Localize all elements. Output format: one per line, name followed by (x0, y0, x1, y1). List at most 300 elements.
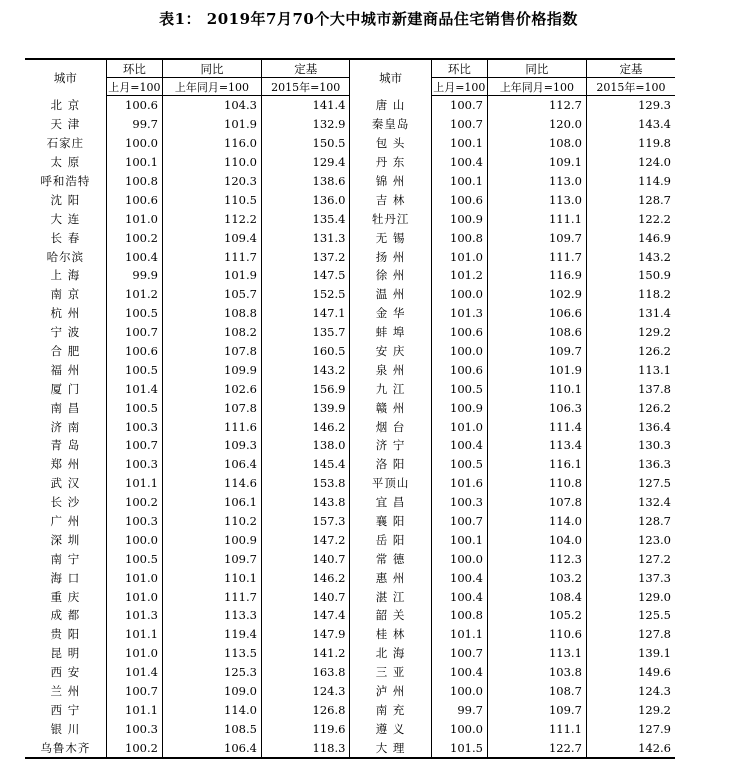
yoy-value: 109.1 (487, 153, 586, 172)
fixed-base-value: 136.3 (586, 455, 675, 474)
fixed-base-value: 137.3 (586, 568, 675, 587)
table-row (25, 134, 675, 153)
fixed-base-value: 146.2 (261, 568, 350, 587)
city-name: 大 理 (350, 738, 431, 758)
table-row (25, 379, 675, 398)
table-row (25, 360, 675, 379)
mom-value: 100.6 (106, 190, 162, 209)
fixed-base-value: 140.7 (261, 587, 350, 606)
mom-value: 100.1 (431, 172, 487, 191)
city-name: 温 州 (350, 285, 431, 304)
fixed-base-value: 126.2 (586, 398, 675, 417)
city-name: 福 州 (50, 362, 81, 377)
city-name: 吉 林 (350, 190, 431, 209)
table-row (25, 96, 675, 115)
mom-value: 100.5 (431, 379, 487, 398)
yoy-value: 111.6 (162, 417, 261, 436)
city-name: 岳 阳 (350, 530, 431, 549)
yoy-value: 111.7 (487, 247, 586, 266)
mom-value: 100.0 (431, 549, 487, 568)
header-fixed: 定基 (586, 59, 675, 78)
table-row (25, 663, 675, 682)
table-row (25, 172, 675, 191)
fixed-base-value: 124.0 (586, 153, 675, 172)
mom-value: 101.4 (106, 379, 162, 398)
fixed-base-value: 119.6 (261, 719, 350, 738)
yoy-value: 113.1 (487, 644, 586, 663)
mom-value: 101.5 (431, 738, 487, 758)
city-name: 广 州 (50, 514, 81, 529)
yoy-value: 114.0 (162, 701, 261, 720)
header-mom-sub: 上月=100 (431, 78, 487, 96)
table-row (25, 682, 675, 701)
city-name: 长 春 (50, 230, 81, 245)
city-name: 合 肥 (50, 344, 81, 359)
fixed-base-value: 129.4 (261, 153, 350, 172)
yoy-value: 107.8 (487, 493, 586, 512)
header-mom: 环比 (106, 59, 162, 78)
fixed-base-value: 132.4 (586, 493, 675, 512)
mom-value: 101.3 (106, 606, 162, 625)
mom-value: 100.1 (106, 153, 162, 172)
fixed-base-value: 163.8 (261, 663, 350, 682)
header-fixed-sub: 2015年=100 (586, 78, 675, 96)
mom-value: 100.5 (106, 304, 162, 323)
fixed-base-value: 126.2 (586, 342, 675, 361)
fixed-base-value: 127.5 (586, 474, 675, 493)
mom-value: 100.4 (106, 247, 162, 266)
city-name: 安 庆 (350, 342, 431, 361)
price-index-table (25, 58, 675, 759)
table-row (25, 644, 675, 663)
city-name: 桂 林 (350, 625, 431, 644)
yoy-value: 102.9 (487, 285, 586, 304)
table-row (25, 493, 675, 512)
mom-value: 100.5 (106, 549, 162, 568)
fixed-base-value: 150.9 (586, 266, 675, 285)
yoy-value: 109.0 (162, 682, 261, 701)
city-name: 惠 州 (350, 568, 431, 587)
table-row (25, 190, 675, 209)
city-name: 乌鲁木齐 (25, 738, 106, 758)
city-name: 无 锡 (350, 228, 431, 247)
fixed-base-value: 139.9 (261, 398, 350, 417)
yoy-value: 106.1 (162, 493, 261, 512)
mom-value: 100.4 (431, 153, 487, 172)
yoy-value: 109.7 (487, 701, 586, 720)
mom-value: 100.3 (106, 417, 162, 436)
mom-value: 100.0 (431, 719, 487, 738)
table-row (25, 266, 675, 285)
city-name: 锦 州 (350, 172, 431, 191)
city-name: 赣 州 (350, 398, 431, 417)
yoy-value: 109.7 (487, 342, 586, 361)
city-name: 常 德 (350, 549, 431, 568)
table-row (25, 587, 675, 606)
fixed-base-value: 118.3 (261, 738, 350, 758)
yoy-value: 105.2 (487, 606, 586, 625)
city-name: 呼和浩特 (40, 174, 91, 188)
header-yoy: 同比 (487, 59, 586, 78)
city-name: 蚌 埠 (350, 323, 431, 342)
yoy-value: 101.9 (162, 266, 261, 285)
fixed-base-value: 131.3 (261, 228, 350, 247)
table-row (25, 512, 675, 531)
fixed-base-value: 157.3 (261, 512, 350, 531)
fixed-base-value: 132.9 (261, 115, 350, 134)
fixed-base-value: 136.0 (261, 190, 350, 209)
mom-value: 100.0 (431, 682, 487, 701)
mom-value: 100.7 (431, 115, 487, 134)
table-row (25, 209, 675, 228)
mom-value: 101.0 (106, 644, 162, 663)
mom-value: 100.5 (106, 398, 162, 417)
yoy-value: 111.1 (487, 719, 586, 738)
mom-value: 100.0 (431, 285, 487, 304)
yoy-value: 116.0 (162, 134, 261, 153)
yoy-value: 106.4 (162, 455, 261, 474)
fixed-base-value: 137.2 (261, 247, 350, 266)
fixed-base-value: 141.2 (261, 644, 350, 663)
header-city: 城市 (25, 59, 106, 96)
city-name: 武 汉 (50, 476, 81, 491)
mom-value: 100.0 (106, 134, 162, 153)
city-name: 包 头 (350, 134, 431, 153)
mom-value: 100.3 (431, 493, 487, 512)
city-name: 烟 台 (350, 417, 431, 436)
yoy-value: 100.9 (162, 530, 261, 549)
fixed-base-value: 123.0 (586, 530, 675, 549)
mom-value: 100.5 (106, 360, 162, 379)
yoy-value: 109.7 (487, 228, 586, 247)
mom-value: 101.0 (431, 247, 487, 266)
yoy-value: 105.7 (162, 285, 261, 304)
mom-value: 101.1 (431, 625, 487, 644)
yoy-value: 122.7 (487, 738, 586, 758)
fixed-base-value: 128.7 (586, 512, 675, 531)
city-name: 南 昌 (50, 400, 81, 415)
yoy-value: 108.6 (487, 323, 586, 342)
fixed-base-value: 135.4 (261, 209, 350, 228)
yoy-value: 104.3 (162, 96, 261, 115)
table-row (25, 530, 675, 549)
yoy-value: 112.2 (162, 209, 261, 228)
mom-value: 99.7 (106, 115, 162, 134)
mom-value: 101.1 (106, 474, 162, 493)
mom-value: 100.8 (106, 172, 162, 191)
fixed-base-value: 160.5 (261, 342, 350, 361)
table-row (25, 342, 675, 361)
city-name: 重 庆 (50, 589, 81, 604)
city-name: 石家庄 (46, 136, 85, 151)
table-row (25, 398, 675, 417)
fixed-base-value: 147.5 (261, 266, 350, 285)
yoy-value: 109.3 (162, 436, 261, 455)
city-name: 郑 州 (50, 457, 81, 472)
fixed-base-value: 125.5 (586, 606, 675, 625)
yoy-value: 109.9 (162, 360, 261, 379)
yoy-value: 106.6 (487, 304, 586, 323)
table-row (25, 153, 675, 172)
yoy-value: 120.0 (487, 115, 586, 134)
mom-value: 101.1 (106, 701, 162, 720)
yoy-value: 109.7 (162, 549, 261, 568)
city-name: 南 充 (350, 701, 431, 720)
yoy-value: 108.2 (162, 323, 261, 342)
mom-value: 101.0 (106, 568, 162, 587)
fixed-base-value: 128.7 (586, 190, 675, 209)
city-name: 济 宁 (350, 436, 431, 455)
city-name: 韶 关 (350, 606, 431, 625)
mom-value: 100.7 (431, 644, 487, 663)
header-fixed: 定基 (261, 59, 350, 78)
fixed-base-value: 127.9 (586, 719, 675, 738)
city-name: 南 京 (50, 287, 81, 302)
yoy-value: 110.6 (487, 625, 586, 644)
fixed-base-value: 127.2 (586, 549, 675, 568)
city-name: 西 宁 (50, 702, 81, 717)
city-name: 平顶山 (350, 474, 431, 493)
fixed-base-value: 129.0 (586, 587, 675, 606)
city-name: 丹 东 (350, 153, 431, 172)
header-mom: 环比 (431, 59, 487, 78)
mom-value: 100.0 (431, 342, 487, 361)
table-row (25, 701, 675, 720)
yoy-value: 120.3 (162, 172, 261, 191)
yoy-value: 112.3 (487, 549, 586, 568)
city-name: 昆 明 (50, 646, 81, 661)
header-yoy: 同比 (162, 59, 261, 78)
header-yoy-sub: 上年同月=100 (487, 78, 586, 96)
mom-value: 101.2 (431, 266, 487, 285)
mom-value: 100.8 (431, 228, 487, 247)
yoy-value: 106.4 (162, 738, 261, 758)
mom-value: 99.7 (431, 701, 487, 720)
page-title: 表1： 2019年7月70个大中城市新建商品住宅销售价格指数 (159, 10, 578, 28)
mom-value: 100.3 (106, 512, 162, 531)
fixed-base-value: 142.6 (586, 738, 675, 758)
fixed-base-value: 147.4 (261, 606, 350, 625)
yoy-value: 107.8 (162, 342, 261, 361)
yoy-value: 101.9 (487, 360, 586, 379)
table-row (25, 304, 675, 323)
yoy-value: 103.2 (487, 568, 586, 587)
yoy-value: 114.6 (162, 474, 261, 493)
mom-value: 100.8 (431, 606, 487, 625)
yoy-value: 111.7 (162, 247, 261, 266)
fixed-base-value: 136.4 (586, 417, 675, 436)
yoy-value: 108.7 (487, 682, 586, 701)
fixed-base-value: 140.7 (261, 549, 350, 568)
table-row (25, 455, 675, 474)
yoy-value: 110.8 (487, 474, 586, 493)
fixed-base-value: 141.4 (261, 96, 350, 115)
fixed-base-value: 129.2 (586, 701, 675, 720)
city-name: 哈尔滨 (46, 249, 85, 264)
yoy-value: 109.4 (162, 228, 261, 247)
yoy-value: 110.2 (162, 512, 261, 531)
city-name: 扬 州 (350, 247, 431, 266)
mom-value: 100.2 (106, 493, 162, 512)
fixed-base-value: 124.3 (261, 682, 350, 701)
city-name: 唐 山 (350, 96, 431, 115)
mom-value: 100.4 (431, 663, 487, 682)
city-name: 北 京 (50, 98, 81, 113)
yoy-value: 113.5 (162, 644, 261, 663)
fixed-base-value: 143.4 (586, 115, 675, 134)
table-row (25, 568, 675, 587)
yoy-value: 116.9 (487, 266, 586, 285)
fixed-base-value: 113.1 (586, 360, 675, 379)
city-name: 泸 州 (350, 682, 431, 701)
city-name: 厦 门 (50, 381, 81, 396)
fixed-base-value: 137.8 (586, 379, 675, 398)
fixed-base-value: 138.6 (261, 172, 350, 191)
yoy-value: 102.6 (162, 379, 261, 398)
fixed-base-value: 147.9 (261, 625, 350, 644)
header-yoy-sub: 上年同月=100 (162, 78, 261, 96)
mom-value: 101.0 (106, 209, 162, 228)
table-row (25, 323, 675, 342)
yoy-value: 113.4 (487, 436, 586, 455)
city-name: 海 口 (50, 570, 81, 585)
fixed-base-value: 119.8 (586, 134, 675, 153)
mom-value: 100.3 (106, 719, 162, 738)
city-name: 上 海 (50, 268, 81, 283)
fixed-base-value: 149.6 (586, 663, 675, 682)
mom-value: 100.6 (431, 190, 487, 209)
city-name: 贵 阳 (50, 627, 81, 642)
mom-value: 100.4 (431, 568, 487, 587)
fixed-base-value: 122.2 (586, 209, 675, 228)
mom-value: 100.7 (431, 512, 487, 531)
yoy-value: 107.8 (162, 398, 261, 417)
yoy-value: 101.9 (162, 115, 261, 134)
mom-value: 101.2 (106, 285, 162, 304)
header-mom-sub: 上月=100 (106, 78, 162, 96)
yoy-value: 111.1 (487, 209, 586, 228)
mom-value: 100.2 (106, 738, 162, 758)
mom-value: 100.6 (431, 323, 487, 342)
yoy-value: 111.4 (487, 417, 586, 436)
mom-value: 101.1 (106, 625, 162, 644)
table-row (25, 417, 675, 436)
header-fixed-sub: 2015年=100 (261, 78, 350, 96)
mom-value: 100.4 (431, 436, 487, 455)
city-name: 深 圳 (50, 532, 81, 547)
table-row (25, 549, 675, 568)
yoy-value: 119.4 (162, 625, 261, 644)
mom-value: 100.9 (431, 398, 487, 417)
city-name: 襄 阳 (350, 512, 431, 531)
city-name: 遵 义 (350, 719, 431, 738)
yoy-value: 110.5 (162, 190, 261, 209)
fixed-base-value: 114.9 (586, 172, 675, 191)
table-row (25, 247, 675, 266)
yoy-value: 108.5 (162, 719, 261, 738)
fixed-base-value: 146.9 (586, 228, 675, 247)
yoy-value: 103.8 (487, 663, 586, 682)
mom-value: 100.2 (106, 228, 162, 247)
yoy-value: 110.0 (162, 153, 261, 172)
fixed-base-value: 152.5 (261, 285, 350, 304)
yoy-value: 110.1 (487, 379, 586, 398)
city-name: 长 沙 (50, 495, 81, 510)
mom-value: 99.9 (106, 266, 162, 285)
fixed-base-value: 126.8 (261, 701, 350, 720)
mom-value: 101.3 (431, 304, 487, 323)
city-name: 金 华 (350, 304, 431, 323)
fixed-base-value: 143.2 (586, 247, 675, 266)
city-name: 天 津 (50, 117, 81, 132)
fixed-base-value: 143.2 (261, 360, 350, 379)
city-name: 牡丹江 (350, 209, 431, 228)
city-name: 湛 江 (350, 587, 431, 606)
mom-value: 101.0 (106, 587, 162, 606)
yoy-value: 108.8 (162, 304, 261, 323)
mom-value: 100.1 (431, 530, 487, 549)
city-name: 九 江 (350, 379, 431, 398)
city-name: 沈 阳 (50, 192, 81, 207)
fixed-base-value: 153.8 (261, 474, 350, 493)
fixed-base-value: 145.4 (261, 455, 350, 474)
fixed-base-value: 131.4 (586, 304, 675, 323)
mom-value: 101.4 (106, 663, 162, 682)
mom-value: 100.7 (106, 682, 162, 701)
yoy-value: 125.3 (162, 663, 261, 682)
header-city: 城市 (350, 59, 431, 96)
yoy-value: 108.0 (487, 134, 586, 153)
table-row (25, 115, 675, 134)
yoy-value: 108.4 (487, 587, 586, 606)
mom-value: 100.5 (431, 455, 487, 474)
city-name: 济 南 (50, 419, 81, 434)
fixed-base-value: 138.0 (261, 436, 350, 455)
fixed-base-value: 135.7 (261, 323, 350, 342)
mom-value: 100.4 (431, 587, 487, 606)
city-name: 南 宁 (50, 551, 81, 566)
city-name: 北 海 (350, 644, 431, 663)
mom-value: 100.3 (106, 455, 162, 474)
yoy-value: 112.7 (487, 96, 586, 115)
fixed-base-value: 147.2 (261, 530, 350, 549)
table-row (25, 285, 675, 304)
yoy-value: 113.3 (162, 606, 261, 625)
yoy-value: 114.0 (487, 512, 586, 531)
city-name: 大 连 (50, 211, 81, 226)
city-name: 三 亚 (350, 663, 431, 682)
fixed-base-value: 129.3 (586, 96, 675, 115)
city-name: 成 都 (50, 608, 81, 623)
table-row (25, 606, 675, 625)
yoy-value: 106.3 (487, 398, 586, 417)
table-row (25, 738, 675, 758)
table-row (25, 474, 675, 493)
city-name: 泉 州 (350, 360, 431, 379)
city-name: 银 川 (50, 721, 81, 736)
yoy-value: 113.0 (487, 190, 586, 209)
mom-value: 101.0 (431, 417, 487, 436)
city-name: 青 岛 (50, 438, 81, 453)
mom-value: 100.0 (106, 530, 162, 549)
fixed-base-value: 146.2 (261, 417, 350, 436)
city-name: 太 原 (50, 155, 81, 170)
city-name: 徐 州 (350, 266, 431, 285)
mom-value: 100.6 (431, 360, 487, 379)
city-name: 洛 阳 (350, 455, 431, 474)
mom-value: 100.7 (106, 436, 162, 455)
table-row (25, 436, 675, 455)
